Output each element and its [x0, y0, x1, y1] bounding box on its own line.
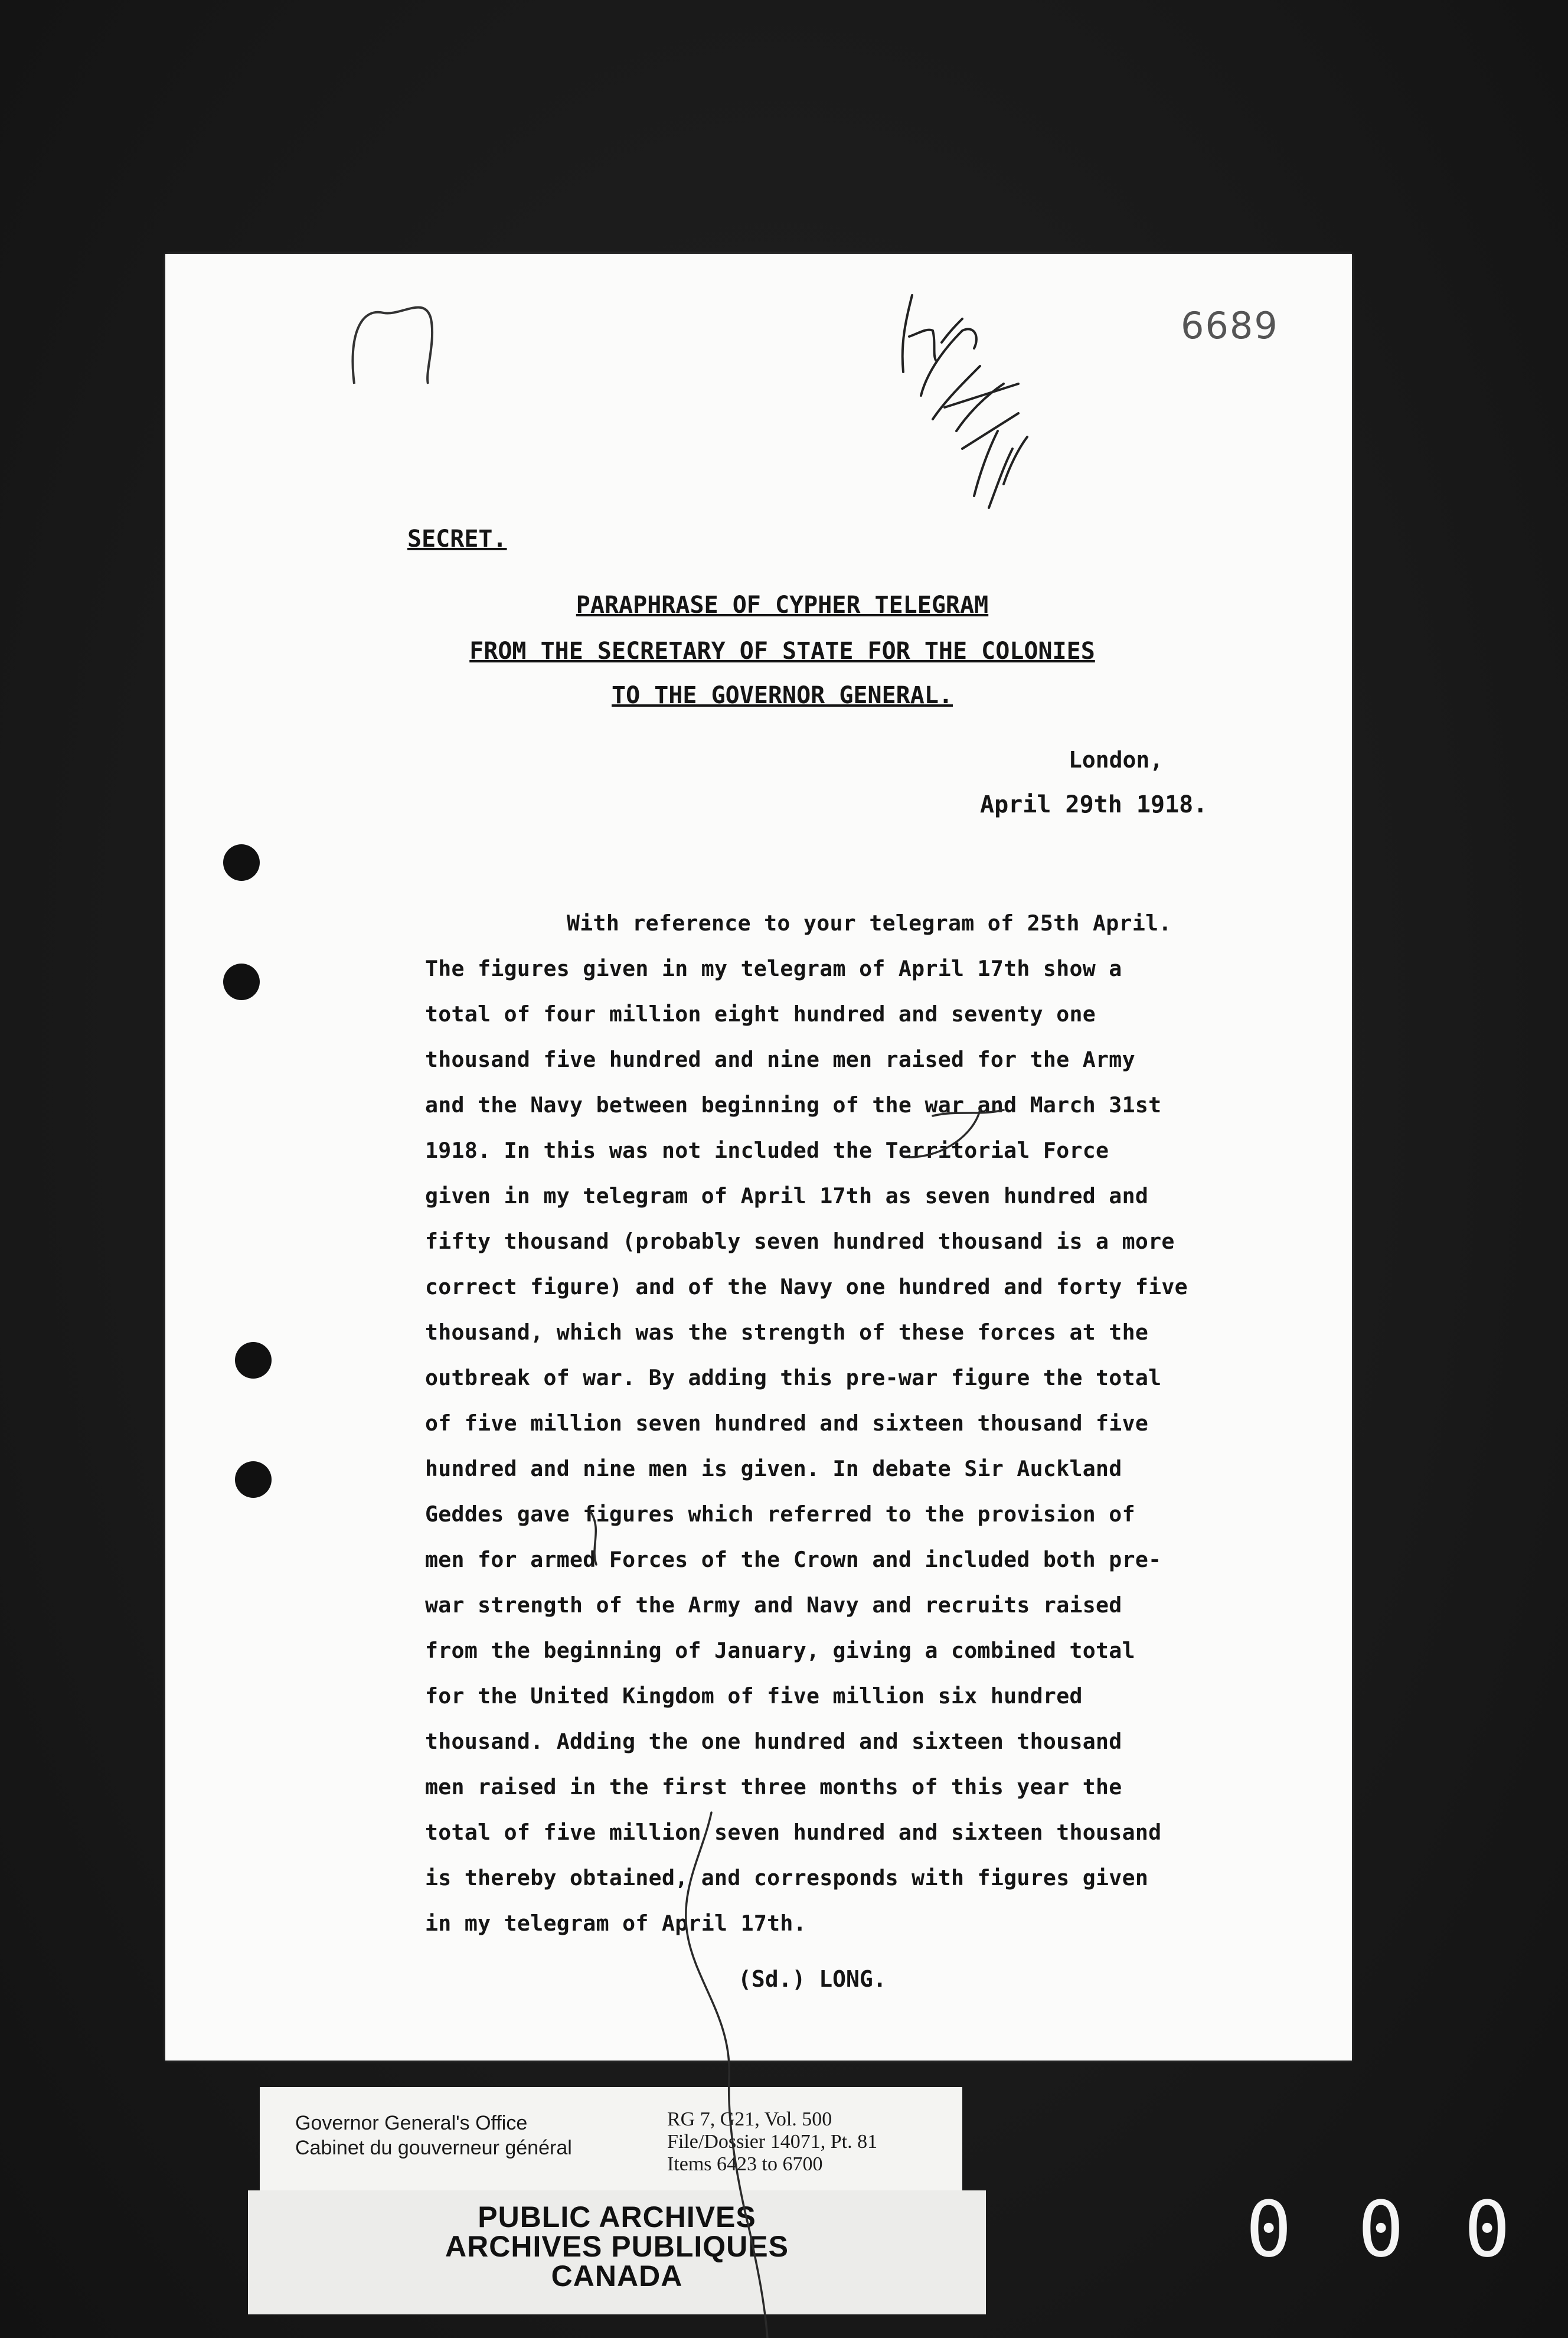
body-line: for the United Kingdom of five million six hundred — [425, 1683, 1083, 1709]
handwritten-annotation — [785, 272, 1033, 525]
body-line: fifty thousand (probably seven hundred thousand is a more — [425, 1229, 1175, 1254]
body-line: hundred and nine men is given. In debate Sir Auckland — [425, 1456, 1122, 1481]
body-line: total of five million seven hundred and sixteen thousand — [425, 1820, 1162, 1845]
body-line: thousand five hundred and nine men raised for the Army — [425, 1047, 1135, 1072]
telegram-date: April 29th 1918. — [980, 791, 1208, 818]
office-english: Governor General's Office — [295, 2112, 528, 2134]
frame-digit: 0 — [1246, 2184, 1292, 2274]
punch-hole — [223, 844, 260, 881]
file-number: File/Dossier 14071, Pt. 81 — [667, 2131, 878, 2153]
body-line: The figures given in my telegram of April 17th show a — [425, 956, 1122, 981]
heading-line-1: PARAPHRASE OF CYPHER TELEGRAM — [576, 592, 989, 619]
archive-line-1: PUBLIC ARCHIVES — [478, 2200, 756, 2233]
place-of-origin: London, — [1069, 747, 1164, 773]
body-line: is thereby obtained, and corresponds with figures given — [425, 1865, 1149, 1890]
frame-digit: 0 — [1358, 2184, 1404, 2274]
archive-line-2: ARCHIVES PUBLIQUES — [445, 2230, 789, 2263]
telegram-page — [165, 254, 1352, 2061]
office-french: Cabinet du gouverneur général — [295, 2137, 572, 2159]
punch-hole — [235, 1461, 272, 1498]
body-line: of five million seven hundred and sixteen thousand five — [425, 1410, 1149, 1436]
body-line: With reference to your telegram of 25th April. — [567, 910, 1172, 936]
body-line: correct figure) and of the Navy one hundred and forty five — [425, 1274, 1188, 1299]
reference-label — [260, 2087, 962, 2199]
classification-label: SECRET. — [407, 525, 507, 553]
archive-stamp — [248, 2190, 986, 2314]
record-group: RG 7, G21, Vol. 500 — [667, 2108, 832, 2130]
frame-digit: 0 — [1464, 2184, 1511, 2274]
body-line: and the Navy between beginning of the war and March 31st — [425, 1092, 1162, 1118]
heading-line-2: FROM THE SECRETARY OF STATE FOR THE COLONIES — [469, 638, 1095, 665]
body-line: men for armed Forces of the Crown and included both pre- — [425, 1547, 1162, 1572]
handwriting-scribble-icon — [785, 272, 1033, 525]
signature-line: (Sd.) LONG. — [738, 1966, 887, 1992]
body-line: Geddes gave figures which referred to the provision of — [425, 1501, 1135, 1527]
body-line: thousand, which was the strength of these forces at the — [425, 1320, 1149, 1345]
archive-line-3: CANADA — [551, 2259, 683, 2293]
body-line: given in my telegram of April 17th as seven hundred and — [425, 1183, 1149, 1209]
punch-hole — [235, 1342, 272, 1379]
body-line: from the beginning of January, giving a combined total — [425, 1638, 1135, 1663]
body-line: total of four million eight hundred and seventy one — [425, 1001, 1096, 1027]
clip-mark-icon — [342, 283, 449, 390]
body-line: outbreak of war. By adding this pre-war figure the total — [425, 1365, 1162, 1390]
body-line: men raised in the first three months of this year the — [425, 1774, 1122, 1800]
telegram-body — [425, 900, 1299, 1946]
heading-line-3: TO THE GOVERNOR GENERAL. — [612, 682, 953, 709]
item-range: Items 6423 to 6700 — [667, 2153, 823, 2175]
archive-reference — [667, 2108, 877, 2176]
body-line: thousand. Adding the one hundred and sixteen thousand — [425, 1729, 1122, 1754]
punch-hole — [223, 964, 260, 1000]
body-line: war strength of the Army and Navy and recruits raised — [425, 1592, 1122, 1618]
office-names — [295, 2111, 572, 2160]
archive-stamp-text — [248, 2202, 986, 2291]
body-line: 1918. In this was not included the Territorial Force — [425, 1138, 1109, 1163]
body-line: in my telegram of April 17th. — [425, 1911, 806, 1936]
folio-number: 6689 — [1181, 304, 1279, 347]
